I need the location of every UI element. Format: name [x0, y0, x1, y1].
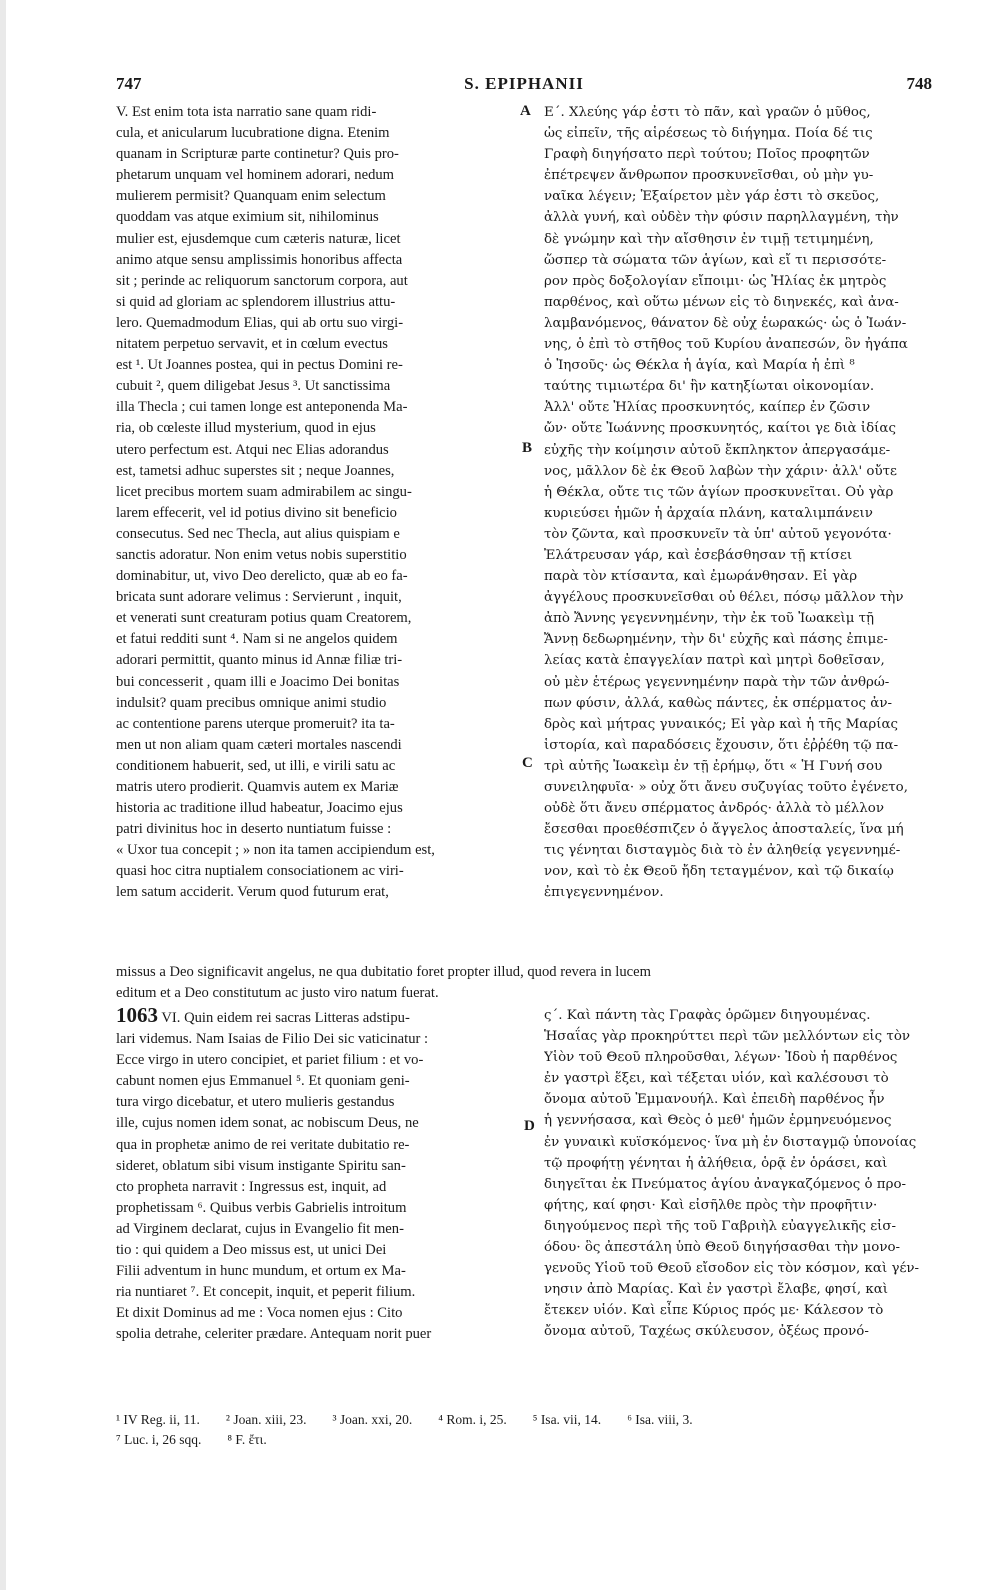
page-number-right: 748: [906, 74, 932, 93]
greek-line: οὐδὲ ὅτι ἄνευ σπέρματος ἀνδρός· ἀλλὰ τὸ μέλλον: [544, 801, 884, 817]
latin-line: qua in prophetæ animo de rei veritate dubitatio re-: [116, 1136, 410, 1153]
greek-line: λαμβανόμενος, θάνατον δὲ οὐχ ἑωρακώς· ὡς ὁ Ἰωάν-: [544, 315, 907, 331]
greek-line: συνειληφυῖα· » οὐχ ὅτι ἄνευ συζυγίας τοῦτο ἐγένετο,: [544, 780, 908, 795]
greek-line: Γραφὴ διηγήσατο περὶ τούτου; Ποῖος προφητῶν: [544, 147, 870, 163]
latin-line: dominabitur, ut, vivo Deo derelicto, quæ ab eo fa-: [116, 568, 408, 585]
latin-line: si quid ad gloriam ac splendorem illustrius attu-: [116, 293, 396, 310]
footnote-item: ³ Joan. xxi, 20.: [332, 1412, 413, 1427]
margin-letter-b: B: [522, 440, 533, 456]
greek-line: ἐπιγεγεννημένον.: [544, 885, 664, 901]
greek-line: ὥσπερ τὰ σώματα τῶν ἁγίων, καὶ εἴ τι περισσότε-: [544, 252, 887, 268]
greek-column: [544, 102, 936, 904]
latin-line: et fatui redditi sunt ⁴. Nam si ne angelos quidem: [116, 631, 398, 648]
greek-line: Ε΄. Χλεύης γάρ ἐστι τὸ πᾶν, καὶ γραῶν ὁ μῦθος,: [544, 105, 871, 120]
latin-line: matris utero prodierit. Quamvis autem ex Mariæ: [116, 779, 399, 795]
latin-line: est ¹. Ut Joannes postea, qui in pectus Domini re-: [116, 357, 403, 374]
latin-line: ria, ob cœleste illud mysterium, quod in ejus: [116, 420, 376, 437]
greek-line: ἡ γεννήσασα, καὶ Θεὸς ὁ μεθ' ἡμῶν ἑρμηνευόμενος: [544, 1113, 892, 1129]
greek-line: τῷ προφήτῃ γένηται ἡ ἀλήθεια, ὁρᾷ ἐν ὁράσει, καὶ: [544, 1155, 888, 1171]
greek-line: Ἀλλ' οὔτε Ἠλίας προσκυνητός, καίπερ ἐν ζῶσιν: [544, 400, 871, 416]
footnote-item: ¹ IV Reg. ii, 11.: [116, 1412, 200, 1427]
greek-line: Ἄννῃ δεδωρημένην, τὴν δι' εὐχῆς καὶ πάσης ἐπιμε-: [544, 632, 888, 648]
latin-line: cto propheta narravit : Ingressus est, inquit, ad: [116, 1178, 387, 1195]
margin-letter-c: C: [522, 755, 533, 771]
latin-line: larem effecerit, vel id potius divino sit beneficio: [116, 504, 397, 521]
latin-line: ria nuntiaret ⁷. Et concepit, inquit, et peperit filium.: [116, 1284, 416, 1301]
greek-line: όδου· ὃς ἀπεστάλη ὑπὸ Θεοῦ διηγήσασθαι τὴν μονο-: [544, 1240, 901, 1256]
greek-line: τρὶ αὐτῆς Ἰωακεὶμ ἐν τῇ ἐρήμῳ, ὅτι « Ἡ Γυνή σου: [544, 758, 883, 774]
latin-line: sideret, oblatum sibi visum instigante Spiritu san-: [116, 1157, 406, 1174]
latin-line: adorari permittit, quanto minus id Annæ filiæ tri-: [116, 652, 403, 669]
greek-line: νον, καὶ τὸ ἐκ Θεοῦ ἤδη τεταγμένον, καὶ τῷ δικαίῳ: [544, 864, 894, 880]
greek-line: ἱστορία, καὶ παραδόσεις ἔχουσιν, ὅτι ἐῤῥέθη τῷ πα-: [544, 737, 899, 753]
latin-line: quanam in Scripturæ parte continetur? Quis pro-: [116, 146, 399, 163]
greek-line: ἐν γυναικὶ κυϊσκόμενος· ἵνα μὴ ἐν δισταγμῷ ὑπονοίας: [544, 1134, 917, 1150]
latin-line: lari videmus. Nam Isaias de Filio Dei sic vaticinatur :: [116, 1031, 429, 1048]
full-width-text: [116, 962, 936, 1004]
greek-line: ἔσεσθαι προεθέσπιζεν ὁ ἄγγελος ἀποσταλείς, ἵνα μή: [544, 822, 904, 838]
latin-line: quoddam vas atque eximium sit, nihilominus: [116, 209, 379, 226]
full-width-line: missus a Deo significavit angelus, ne qua dubitatio foret propter illud, quod revera in lucem: [116, 964, 651, 980]
latin-line: cabunt nomen ejus Emmanuel ⁵. Et quoniam geni-: [116, 1073, 410, 1090]
greek-line: δὲ γνώμην καὶ τὴν αἴσθησιν ἐν τιμῇ τετιμημένη,: [544, 231, 874, 247]
greek-line: ὄνομα αὐτοῦ, Ταχέως σκύλευσον, ὀξέως προνό-: [544, 1324, 869, 1340]
latin-line: illa Thecla ; cui tamen longe est anteponenda Ma-: [116, 399, 408, 416]
footnote-row: [116, 1410, 936, 1430]
greek-line: διηγούμενος περὶ τῆς τοῦ Γαβριὴλ εὐαγγελικῆς εἰσ-: [544, 1218, 897, 1234]
latin-line: patri divinitus hoc in deserto nuntiatum fuisse :: [116, 821, 392, 838]
latin-line: spolia detrahe, celeriter prædare. Antequam norit puer: [116, 1326, 432, 1343]
footnote-row: [116, 1430, 936, 1450]
margin-letter-a: A: [520, 103, 531, 119]
greek-line: εὐχῆς τὴν κοίμησιν αὐτοῦ ἔκπληκτον ἀπεργασάμε-: [544, 442, 891, 458]
footnote-item: ⁵ Isa. vii, 14.: [532, 1412, 602, 1427]
latin-line: « Uxor tua concepit ; » non ita tamen accipiendum est,: [116, 842, 435, 859]
latin-line: indulsit? quam precibus omnique animi studio: [116, 694, 387, 711]
latin-line: est, tametsi adhuc superstes sit ; neque Joannes,: [116, 462, 395, 479]
latin-line: men ut non aliam quam cæteri mortales nascendi: [116, 736, 402, 753]
latin-line: bui concesserit , quam illi e Joacimo Dei bonitas: [116, 673, 400, 690]
greek-line: Υἱὸν τοῦ Θεοῦ πληροῦσθαι, λέγων· Ἰδοὺ ἡ παρθένος: [544, 1050, 898, 1066]
footnotes: [116, 1410, 936, 1450]
greek-line: ὄνομα αὐτοῦ Ἐμμανουήλ. Καὶ ἐπειδὴ παρθένος ἦν: [544, 1092, 885, 1108]
greek-line: γενοῦς Υἱοῦ τοῦ Θεοῦ εἴσοδον εἰς τὸν κόσμον, καὶ γέν-: [544, 1261, 920, 1277]
latin-line: lero. Quemadmodum Elias, qui ab ortu suo virgi-: [116, 314, 404, 331]
footnote-item: ⁷ Luc. i, 26 sqq.: [116, 1432, 202, 1447]
greek-line: τις γένηται δισταγμὸς διὰ τὸ ἐν ἀληθείᾳ γεγεννημέ-: [544, 843, 901, 859]
greek-line: ταύτης τιμιωτέρα δι' ἣν κατηξίωται οἰκονομίαν.: [544, 379, 875, 395]
greek-line: παρθένος, καὶ οὕτω μένων εἰς τὸ διηνεκές, καὶ ἀνα-: [544, 294, 899, 310]
margin-letter-d: D: [524, 1118, 535, 1134]
greek-column-2: [544, 1005, 936, 1343]
latin-line: ac contentione parens uterque promeruit? ita ta-: [116, 715, 395, 732]
latin-line: bricata sunt adorare velimus : Servierunt , inquit,: [116, 589, 402, 606]
latin-line: conditionem habuerit, sed, ut illi, e virili satu ac: [116, 757, 396, 774]
footnote-item: ⁶ Isa. viii, 3.: [627, 1412, 693, 1427]
greek-line: νης, ὁ ἐπὶ τὸ στῆθος τοῦ Κυρίου ἀναπεσών, ὃν ἠγάπα: [544, 337, 908, 353]
latin-line: et venerati sunt creaturam potius quam Creatorem,: [116, 610, 412, 627]
greek-line: ὁ Ἰησοῦς· ὡς Θέκλα ἡ ἁγία, καὶ Μαρία ἡ ἐπὶ ⁸: [544, 358, 855, 374]
latin-line: Filii adventum in hunc mundum, et ortum ex Ma-: [116, 1263, 406, 1280]
latin-line: tura virgo dicebatur, et utero mulieris gestandus: [116, 1094, 395, 1111]
greek-line: τὸν ζῶντα, καὶ προσκυνεῖν τὰ ὑπ' αὐτοῦ γεγονότα·: [544, 526, 892, 542]
greek-line: ἐπέτρεψεν ἄνθρωπον προσκυνεῖσθαι, οὐ μὴν γυ-: [544, 168, 874, 184]
latin-line: cubuit ², quem diligebat Jesus ³. Ut sanctissima: [116, 378, 391, 395]
latin-column: [116, 102, 518, 904]
greek-line: νος, μᾶλλον δὲ ἐκ Θεοῦ λαβὼν τὴν χάριν· ἀλλ' οὔτε: [544, 463, 897, 479]
greek-line: ἀλλὰ γυνή, καὶ οὐδὲν τὴν φύσιν παρηλλαγμένη, τὴν: [544, 210, 899, 226]
greek-line: ἔτεκεν υἱόν. Καὶ εἶπε Κύριος πρός με· Κάλεσον τὸ: [544, 1303, 884, 1319]
latin-column-2-lines: [116, 1029, 518, 1345]
greek-line: ἡ Θέκλα, οὔτε τις τῶν ἁγίων προσκυνεῖται. Οὐ γὰρ: [544, 484, 894, 500]
greek-line: νησιν ἀπὸ Μαρίας. Καὶ ἐν γαστρὶ ἔλαβε, φησί, καὶ: [544, 1282, 889, 1298]
latin-line: lem satum acciderit. Verum quod futurum erat,: [116, 884, 389, 901]
greek-line: ὤν· οὔτε Ἰωάννης προσκυνητός, καίτοι γε διὰ ἰδίας: [544, 421, 896, 437]
greek-line: πων φύσιν, ἀλλά, καθὼς πάντες, ἐκ σπέρματος ἀν-: [544, 695, 892, 711]
latin-line: ille, cujus nomen idem sonat, ac nobiscum Deus, ne: [116, 1115, 419, 1132]
greek-line: λείας κατὰ ἐπαγγελίαν πατρὶ καὶ μητρὶ δοθεῖσαν,: [544, 653, 885, 669]
full-width-line: editum et a Deo constitutum ac justo viro natum fuerat.: [116, 985, 439, 1001]
latin-line: sanctis adoratur. Non enim vetus nobis superstitio: [116, 546, 407, 563]
greek-line: ρον πρὸς δοξολογίαν εἴποιμι· ὡς Ἠλίας ἐκ μητρὸς: [544, 273, 887, 289]
footnote-item: ² Joan. xiii, 23.: [225, 1412, 307, 1427]
greek-line: ἐν γαστρὶ ἕξει, καὶ τέξεται υἱόν, καὶ καλέσουσι τὸ: [544, 1071, 889, 1087]
greek-line: φήτης, καί φησι· Καὶ εἰσῆλθε πρὸς τὴν προφῆτιν·: [544, 1197, 878, 1213]
latin-line: tio : qui quidem a Deo missus est, ut unici Dei: [116, 1242, 387, 1259]
latin-line: Ecce virgo in utero concipiet, et pariet filium : et vo-: [116, 1052, 424, 1069]
latin-line: animo atque sensu amplissimis honoribus affecta: [116, 251, 403, 268]
section-vi-first-line: [116, 1005, 518, 1029]
page-fold-shadow: [0, 0, 6, 1590]
greek-line: ὡς εἰπεῖν, τῆς αἱρέσεως τὸ διήγημα. Ποία δέ τις: [544, 126, 873, 142]
latin-column-2: [116, 1005, 518, 1346]
latin-line: mulier est, ejusdemque cum cæteris naturæ, licet: [116, 230, 401, 247]
greek-line: παρὰ τὸν κτίσαντα, καὶ ἐμωράνθησαν. Εἰ γὰρ: [544, 569, 858, 585]
greek-line: διηγεῖται ἐκ Πνεύματος ἁγίου ἀναγκαζόμενος ὁ προ-: [544, 1176, 907, 1192]
latin-line: quasi hoc citra nuptialem consociationem ac viri-: [116, 863, 404, 880]
footnote-item: ⁴ Rom. i, 25.: [438, 1412, 507, 1427]
column-number: 1063: [116, 1005, 158, 1027]
latin-line: utero perfectum est. Atqui nec Elias adorandus: [116, 441, 389, 458]
greek-line: δρὸς καὶ μήτρας γυναικός; Εἰ γὰρ καὶ ἡ τῆς Μαρίας: [544, 716, 899, 732]
running-title: S. EPIPHANII: [464, 74, 584, 93]
greek-line: ἀγγέλους προσκυνεῖσθαι οὐ θέλει, πόσῳ μᾶλλον τὴν: [544, 590, 904, 606]
latin-line: phetarum unquam vel hominem adorari, nedum: [116, 167, 395, 184]
latin-line: VI. Quin eidem rei sacras Litteras adstipu-: [161, 1010, 410, 1026]
greek-line: Ἡσαΐας γὰρ προκηρύττει περὶ τῶν μελλόντων εἰς τὸν: [544, 1029, 911, 1045]
latin-line: sit ; perinde ac reliquorum sanctorum corpora, aut: [116, 272, 408, 289]
page-header: [116, 74, 932, 100]
latin-line: nitatem perpetuo servavit, et in cœlum evectus: [116, 336, 388, 353]
latin-line: Et dixit Dominus ad me : Voca nomen ejus : Cito: [116, 1305, 403, 1322]
greek-line: Ἐλάτρευσαν γάρ, καὶ ἐσεβάσθησαν τῇ κτίσει: [544, 547, 853, 563]
latin-line: consecutus. Sed nec Thecla, aut alius quispiam e: [116, 525, 400, 542]
latin-line: V. Est enim tota ista narratio sane quam ridi-: [116, 104, 377, 120]
latin-line: licet precibus mortem suam admirabilem ac singu-: [116, 483, 412, 500]
latin-line: ad Virginem declarat, cujus in Evangelio fit men-: [116, 1220, 404, 1237]
greek-line: κυριεύσει ἡμῶν ἡ ἀρχαία πλάνη, καταλιμπάνειν: [544, 505, 873, 521]
greek-line: ς΄. Καὶ πάντη τὰς Γραφὰς ὁρῶμεν διηγουμένας.: [544, 1008, 871, 1023]
greek-line: οὐ μὲν ἑτέρως γεγεννημένην παρὰ τὴν τῶν ἀνθρώ-: [544, 674, 890, 690]
latin-line: historia ac traditione illud habeatur, Joacimo ejus: [116, 800, 403, 817]
greek-line: ναῖκα λέγειν; Ἐξαίρετον μὲν γάρ ἐστι τὸ σκεῦος,: [544, 189, 880, 205]
page-number-left: 747: [116, 74, 142, 93]
greek-line: ἀπὸ Ἄννης γεγεννημένην, τὴν ἐκ τοῦ Ἰωακεὶμ τῇ: [544, 611, 875, 627]
latin-line: mulierem permisit? Quanquam enim selectum: [116, 188, 386, 205]
latin-line: prophetissam ⁶. Quibus verbis Gabrielis introitum: [116, 1199, 407, 1216]
latin-line: cula, et anicularum lucubratione digna. Etenim: [116, 125, 390, 142]
footnote-item: ⁸ F. ἔτι.: [227, 1432, 267, 1447]
